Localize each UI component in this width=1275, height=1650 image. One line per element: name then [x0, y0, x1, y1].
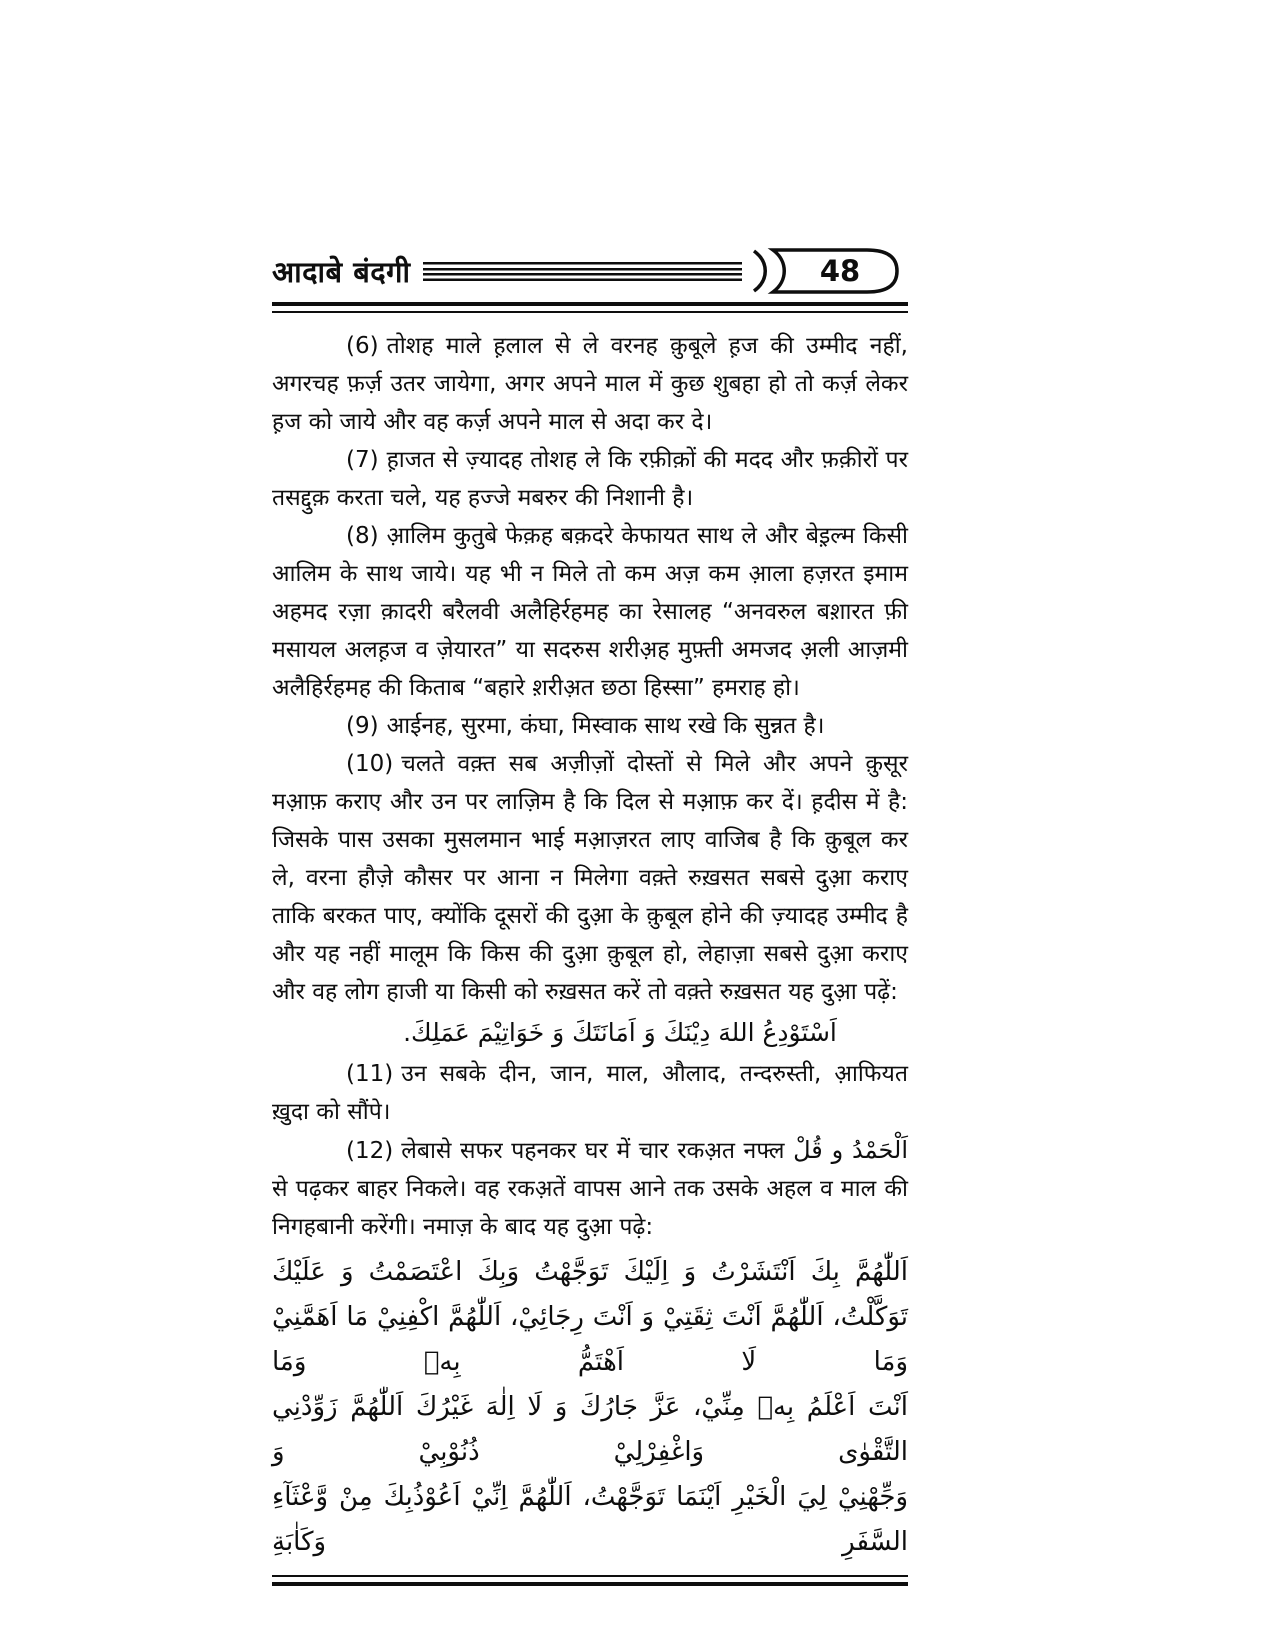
paragraph-10-text: चलते वक़्त सब अज़ीज़ों दोस्तों से मिले और अपने क़ुसूर मआ़फ़ कराए और उन पर लाज़िम है कि दिल से मआ़फ़ कर दें। ह़दीस में है: जिसके पास उसका मुसलमान भाई मआ़ज़रत लाए वाजिब है कि क़ुबूल कर ले, वरना हौज़े कौसर पर आना न मिलेगा वक़्ते रुख़सत सबसे दुआ़ कराए ताकि बरकत पाए, क्योंकि दूसरों की दुआ़ के क़ुबूल होने की ज़्यादह उम्मीद है और यह नहीं मालूम कि किस की दुआ़ क़ुबूल हो, लेहाज़ा सबसे दुआ़ कराए और वह लोग हाजी या किसी को रुख़सत करें तो वक़्ते रुख़सत यह दुआ़ पढ़ें:	[272, 751, 908, 1005]
paragraph-12-text-after: से पढ़कर बाहर निकले। वह रकअ़तें वापस आने तक उसके अहल व माल की निगहबानी करेंगी। नमाज़ के बाद यह दुआ़ पढ़े:	[272, 1176, 908, 1240]
paragraph-12-number: (12)	[346, 1138, 394, 1164]
paragraph-7	[272, 441, 908, 517]
arabic-dua-line-3: اَنْتَ اَعْلَمُ بِهٖ مِنِّيْ، عَزَّ جَارُكَ وَ لَا اِلٰهَ غَيْرُكَ اَللّٰهُمَّ زَوِّدْنِي التَّقْوٰى وَاغْفِرْلِيْ ذُنُوْبِيْ وَ	[272, 1392, 908, 1467]
paragraph-12-text-before: लेबासे सफर पहनकर घर में चार रकअ़त नफ्ल	[401, 1138, 785, 1164]
paragraph-9-number: (9)	[346, 713, 379, 739]
page-number-badge	[740, 245, 908, 297]
paragraph-6-number: (6)	[346, 333, 379, 359]
page-content	[272, 244, 908, 1586]
paragraph-7-number: (7)	[346, 447, 379, 473]
paragraph-12	[272, 1131, 908, 1246]
body-text	[272, 327, 908, 1565]
paragraph-9-text: आईनह, सुरमा, कंघा, मिस्वाक साथ रखे कि सुन्नत है।	[386, 713, 825, 739]
paragraph-6-text: तोशह माले ह़लाल से ले वरनह क़ुबूले ह़ज की उम्मीद नहीं, अगरचह फ़र्ज़ उतर जायेगा, अगर अपने माल में कुछ शुबहा हो तो कर्ज़ लेकर ह़ज को जाये और वह कर्ज़ अपने माल से अदा कर दे।	[272, 333, 908, 435]
paragraph-10	[272, 745, 908, 1011]
paragraph-6	[272, 327, 908, 441]
paragraph-11-number: (11)	[346, 1061, 394, 1087]
paragraph-8-number: (8)	[346, 523, 379, 549]
arabic-dua-line-2: تَوَكَّلْتُ، اَللّٰهُمَّ اَنْتَ ثِقَتِيْ وَ اَنْتَ رِجَائِيْ، اَللّٰهُمَّ اكْفِنِيْ مَا اَهَمَّنِيْ وَمَا لَا اَهْتَمُّ بِهٖ وَمَا	[272, 1302, 908, 1377]
book-title: आदाबे बंदगी	[272, 254, 411, 289]
page-header	[272, 244, 908, 298]
paragraph-8	[272, 517, 908, 707]
arabic-dua-line-4: وَجِّهْنِيْ لِيَ الْخَيْرِ اَيْنَمَا تَوَجَّهْتُ، اَللّٰهُمَّ اِنِّيْ اَعُوْذُبِكَ مِنْ وَّعْثَآءِ السَّفَرِ وَكَاٰبَةِ	[272, 1482, 908, 1557]
paragraph-7-text: ह़ाजत से ज़्यादह तोशह ले कि रफ़ीक़ों की मदद और फ़क़ीरों पर तसद्दुक़ करता चले, यह हज्जे मबरुर की निशानी है।	[272, 447, 908, 511]
header-divider	[272, 302, 908, 313]
arabic-dua-farewell: اَسْتَوْدِعُ اللهَ دِيْنَكَ وَ اَمَانَتَكَ وَ خَوَاتِيْمَ عَمَلِكَ.	[403, 1018, 837, 1047]
paragraph-8-text: आ़लिम कुतुबे फेक़ह बक़दरे केफायत साथ ले और बेइ़ल्म किसी आलिम के साथ जाये। यह भी न मिले तो कम अज़ कम आ़ला हज़रत इमाम अहमद रज़ा क़ादरी बरैलवी अलैहिर्रहमह का रेसालह “अनवरुल बश़ारत फ़ी मसायल अलह़ज व ज़ेयारत” या सदरुस शरीअ़ह मुफ़्ती अमजद अ़ली आज़मी अलैहिर्रहमह की किताब “बहारे श़रीअ़त छठा हिस्सा” हमराह हो।	[272, 523, 908, 701]
arabic-inline-alhamdu: اَلْحَمْدُ و قُلْ	[793, 1136, 909, 1164]
arabic-dua-block	[272, 1250, 908, 1565]
paragraph-11-text: उन सबके दीन, जान, माल, औलाद, तन्दरुस्ती, आ़फियत ख़ुदा को सौंपे।	[272, 1061, 908, 1125]
arabic-dua-line-1: اَللّٰهُمَّ بِكَ اَنْتَشَرْتُ وَ اِلَيْكَ تَوَجَّهْتُ وَبِكَ اعْتَصَمْتُ وَ عَلَيْكَ	[272, 1257, 908, 1287]
paragraph-9	[272, 707, 908, 745]
paragraph-11	[272, 1055, 908, 1131]
footer-divider	[272, 1575, 908, 1586]
header-rule-lines	[423, 262, 743, 281]
paragraph-10-number: (10)	[346, 751, 394, 777]
page-number: 48	[819, 254, 861, 288]
